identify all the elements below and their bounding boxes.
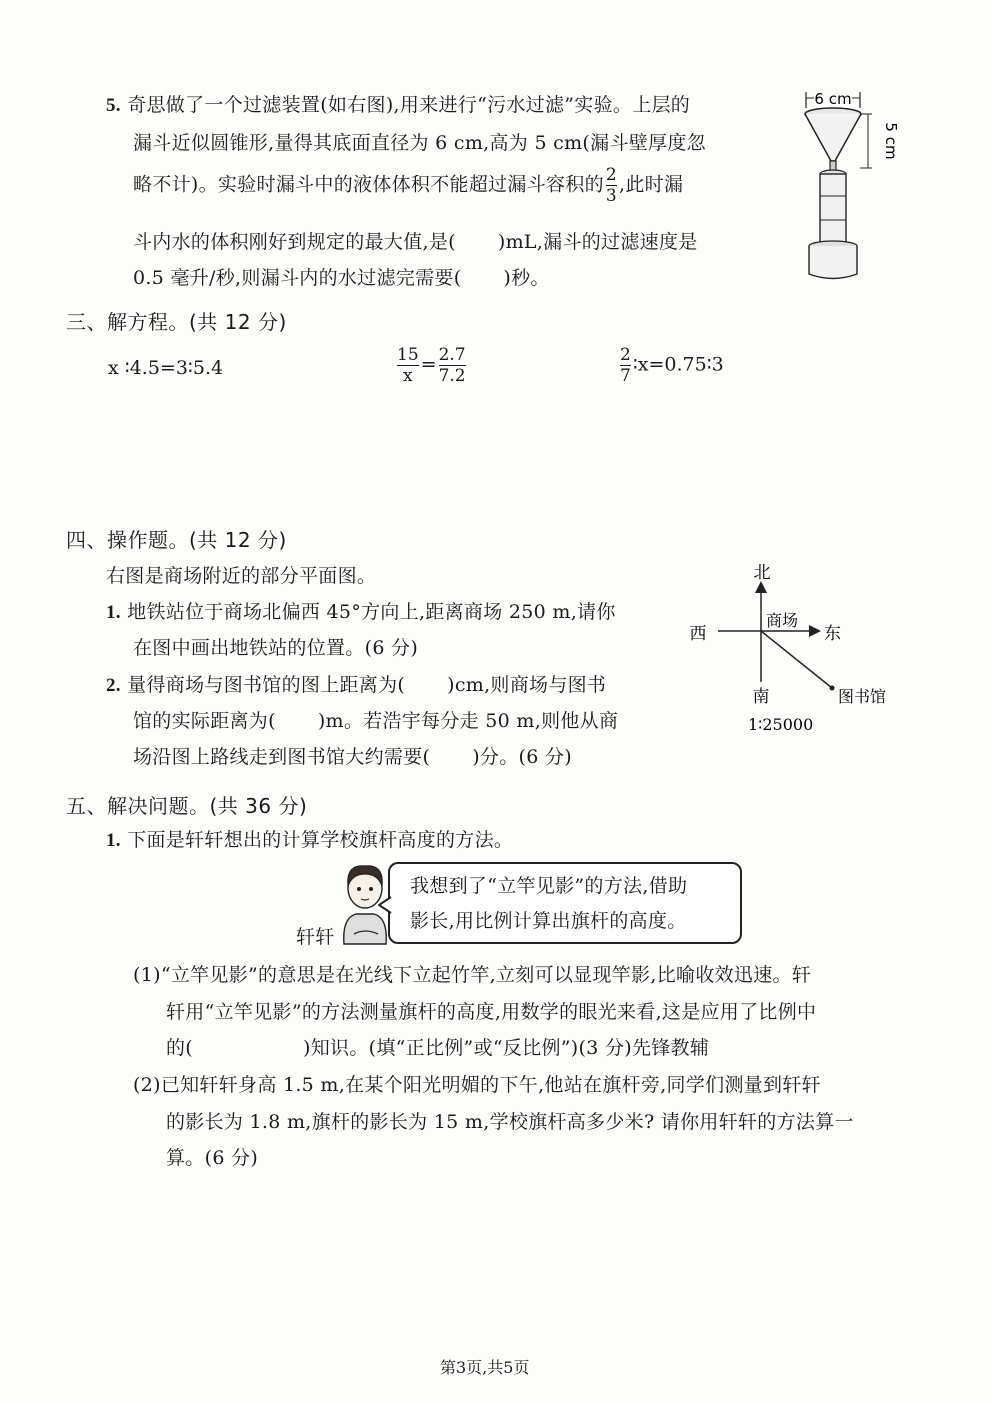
mall-map-figure	[680, 558, 910, 738]
height-label: 5 cm	[882, 122, 900, 160]
north-label: 北	[753, 563, 771, 583]
sec4-q2-line-3: 场沿图上路线走到图书馆大约需要( )分。(6 分)	[133, 746, 572, 768]
q5-fraction: $\frac{2}{3}$	[605, 165, 618, 206]
section-5-title: 五、解决问题。(共 36 分)	[66, 794, 308, 818]
library-label: 图书馆	[838, 687, 887, 706]
p2-line-1: (2)已知轩轩身高 1.5 m,在某个阳光明媚的下午,他站在旗杆旁,同学们测量到轩轩	[133, 1074, 821, 1096]
sec5-q1: 1. 下面是轩轩想出的计算学校旗杆高度的方法。	[106, 829, 514, 851]
section-3-title: 三、解方程。(共 12 分)	[66, 310, 287, 334]
sec4-q2-line-2: 馆的实际距离为( )m。若浩宇每分走 50 m,则他从商	[133, 710, 619, 732]
sec4-q1-line-2: 在图中画出地铁站的位置。(6 分)	[133, 637, 419, 659]
equation-1: x ∶4.5=3∶5.4	[108, 357, 224, 379]
sec4-q1-line-1: 1. 地铁站位于商场北偏西 45°方向上,距离商场 250 m,请你	[106, 601, 616, 623]
sec4-q2-line-1: 2. 量得商场与图书馆的图上距离为( )cm,则商场与图书	[106, 674, 607, 696]
q5-number: 5.	[106, 95, 121, 116]
south-label: 南	[752, 687, 770, 707]
east-label: 东	[824, 624, 841, 644]
q5-line-2: 漏斗近似圆锥形,量得其底面直径为 6 cm,高为 5 cm(漏斗壁厚度忽	[133, 132, 706, 154]
bubble-line-1: 我想到了“立竿见影”的方法,借助	[410, 875, 688, 897]
filter-apparatus-figure	[796, 86, 906, 286]
p1-line-3: 的( )知识。(填“正比例”或“反比例”)(3 分)先锋教辅	[166, 1037, 710, 1059]
q5-line-4: 斗内水的体积刚好到规定的最大值,是( )mL,漏斗的过滤速度是	[133, 231, 698, 253]
section-4-title: 四、操作题。(共 12 分)	[66, 528, 287, 552]
page-footer: 第3页,共5页	[440, 1358, 530, 1377]
speech-bubble-tail	[378, 895, 392, 915]
library-point	[830, 686, 835, 691]
q5-line-1: 5. 奇思做了一个过滤装置(如右图),用来进行“污水过滤”实验。上层的	[106, 94, 691, 116]
diameter-label: 6 cm	[814, 90, 852, 108]
scale-label: 1∶25000	[748, 715, 814, 734]
p2-line-3: 算。(6 分)	[166, 1147, 259, 1169]
q5-line-5: 0.5 毫升/秒,则漏斗内的水过滤完需要( )秒。	[133, 267, 550, 289]
p1-line-1: (1)“立竿见影”的意思是在光线下立起竹竿,立刻可以显现竿影,比喻收效迅速。轩	[133, 964, 812, 986]
sec4-intro: 右图是商场附近的部分平面图。	[106, 565, 377, 587]
west-label: 西	[689, 624, 707, 644]
q5-line-3: 略不计)。实验时漏斗中的液体体积不能超过漏斗容积的 $\frac{2}{3}$ ,此时漏	[133, 165, 684, 206]
speaker-name: 轩轩	[296, 926, 335, 948]
equation-3: $\frac{2}{7}$ ∶x=0.75∶3	[620, 345, 724, 386]
p2-line-2: 的影长为 1.8 m,旗杆的影长为 15 m,学校旗杆高多少米? 请你用轩轩的方法算一	[166, 1111, 854, 1133]
equation-2: $\frac{15}{x}$ = $\frac{2.7}{7.2}$	[397, 345, 466, 386]
road-to-library	[761, 631, 832, 688]
p1-line-2: 轩用“立竿见影”的方法测量旗杆的高度,用数学的眼光来看,这是应用了比例中	[166, 1001, 817, 1023]
mall-label: 商场	[765, 611, 799, 630]
bubble-line-2: 影长,用比例计算出旗杆的高度。	[410, 910, 687, 932]
